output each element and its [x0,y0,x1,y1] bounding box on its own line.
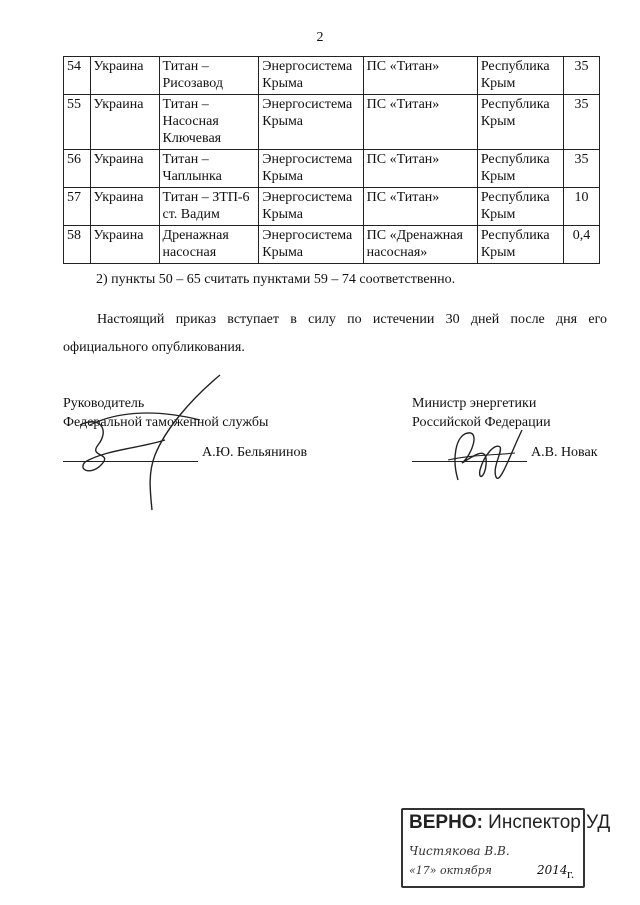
cell-owner [259,226,363,264]
stamp-title [409,812,610,834]
cell-line-name-line: Насосная [162,114,219,129]
cell-line-name-line: Рисозавод [162,76,223,91]
cell-number: 56 [64,150,91,188]
cell-line-name-line: ст. Вадим [162,207,220,222]
cell-country: Украина [90,57,159,95]
cell-voltage: 35 [563,57,599,95]
cell-substation-line: насосная» [366,245,428,260]
cell-substation [363,57,477,95]
cell-number: 55 [64,95,91,150]
cell-owner-line: Крыма [262,207,304,222]
cell-number: 57 [64,188,91,226]
handwritten-signature-right [440,425,530,490]
cell-region-line: Республика [480,97,550,112]
cell-owner [259,57,363,95]
cell-country: Украина [90,226,159,264]
stamp-year-suffix: г. [567,866,575,881]
cell-owner [259,95,363,150]
cell-substation-line: ПС «Титан» [366,152,440,167]
cell-substation-line: ПС «Титан» [366,97,440,112]
stamp-title-bold: ВЕРНО: [409,812,483,833]
table-row [64,150,600,188]
cell-number: 58 [64,226,91,264]
table-row [64,57,600,95]
power-lines-table [63,56,600,264]
cell-owner-line: Энергосистема [262,152,353,167]
cell-owner-line: Крыма [262,76,304,91]
cell-region-line: Крым [480,76,516,91]
signatory-left-name: А.Ю. Бельянинов [202,445,308,460]
stamp-handwritten-date: «17» октября [409,864,492,877]
cell-voltage: 0,4 [563,226,599,264]
cell-owner [259,150,363,188]
signatory-left-title-line1: Руководитель [63,396,145,411]
cell-region [477,226,563,264]
cell-line-name [159,57,259,95]
cell-region-line: Крым [480,207,516,222]
cell-owner-line: Энергосистема [262,228,353,243]
signatory-left-title-line2: Федеральной таможенной службы [63,415,269,430]
cell-region-line: Республика [480,190,550,205]
cell-owner-line: Крыма [262,245,304,260]
cell-line-name-line: Титан – ЗТП-6 [162,190,250,205]
cell-country: Украина [90,95,159,150]
cell-number: 54 [64,57,91,95]
table-row [64,95,600,150]
cell-voltage: 35 [563,150,599,188]
paragraph-effective-date: Настоящий приказ вступает в силу по истечении 30 дней после дня его официального опубликования. [63,312,607,355]
cell-substation-line: ПС «Титан» [366,190,440,205]
cell-owner-line: Энергосистема [262,190,353,205]
cell-country: Украина [90,188,159,226]
cell-voltage: 35 [563,95,599,150]
stamp-handwritten-name: Чистякова В.В. [409,844,510,858]
cell-region [477,57,563,95]
cell-line-name-line: Чаплынка [162,169,222,184]
cell-owner-line: Энергосистема [262,97,353,112]
cell-country: Украина [90,150,159,188]
cell-owner [259,188,363,226]
cell-owner-line: Энергосистема [262,59,353,74]
cell-line-name-line: Ключевая [162,131,222,146]
cell-owner-line: Крыма [262,169,304,184]
cell-line-name [159,95,259,150]
table-row [64,226,600,264]
cell-line-name [159,188,259,226]
cell-region [477,95,563,150]
handwritten-signature-left [70,370,230,515]
cell-substation-line: ПС «Дренажная [366,228,463,243]
cell-line-name-line: насосная [162,245,217,260]
cell-region [477,150,563,188]
cell-region-line: Крым [480,169,516,184]
cell-voltage: 10 [563,188,599,226]
cell-region-line: Республика [480,152,550,167]
stamp-year: 2014 [537,863,568,877]
cell-substation [363,150,477,188]
verification-stamp [401,808,611,888]
stamp-title-rest: Инспектор УД [482,812,611,833]
cell-region-line: Республика [480,228,550,243]
cell-line-name-line: Дренажная [162,228,229,243]
cell-substation [363,188,477,226]
cell-substation [363,95,477,150]
cell-region [477,188,563,226]
paragraph-item-2: 2) пункты 50 – 65 считать пунктами 59 – 74 соответственно. [96,272,456,287]
cell-owner-line: Крыма [262,114,304,129]
cell-line-name-line: Титан – [162,152,209,167]
signatory-right-name: А.В. Новак [531,445,598,460]
cell-line-name-line: Титан – [162,59,209,74]
cell-substation-line: ПС «Титан» [366,59,440,74]
signatory-right-title-line2: Российской Федерации [412,415,551,430]
cell-region-line: Республика [480,59,550,74]
page-number: 2 [316,30,324,45]
table-row [64,188,600,226]
table-body [64,57,600,264]
cell-region-line: Крым [480,114,516,129]
cell-line-name [159,150,259,188]
cell-line-name-line: Титан – [162,97,209,112]
cell-substation [363,226,477,264]
cell-region-line: Крым [480,245,516,260]
signatory-right-title-line1: Министр энергетики [412,396,537,411]
cell-line-name [159,226,259,264]
